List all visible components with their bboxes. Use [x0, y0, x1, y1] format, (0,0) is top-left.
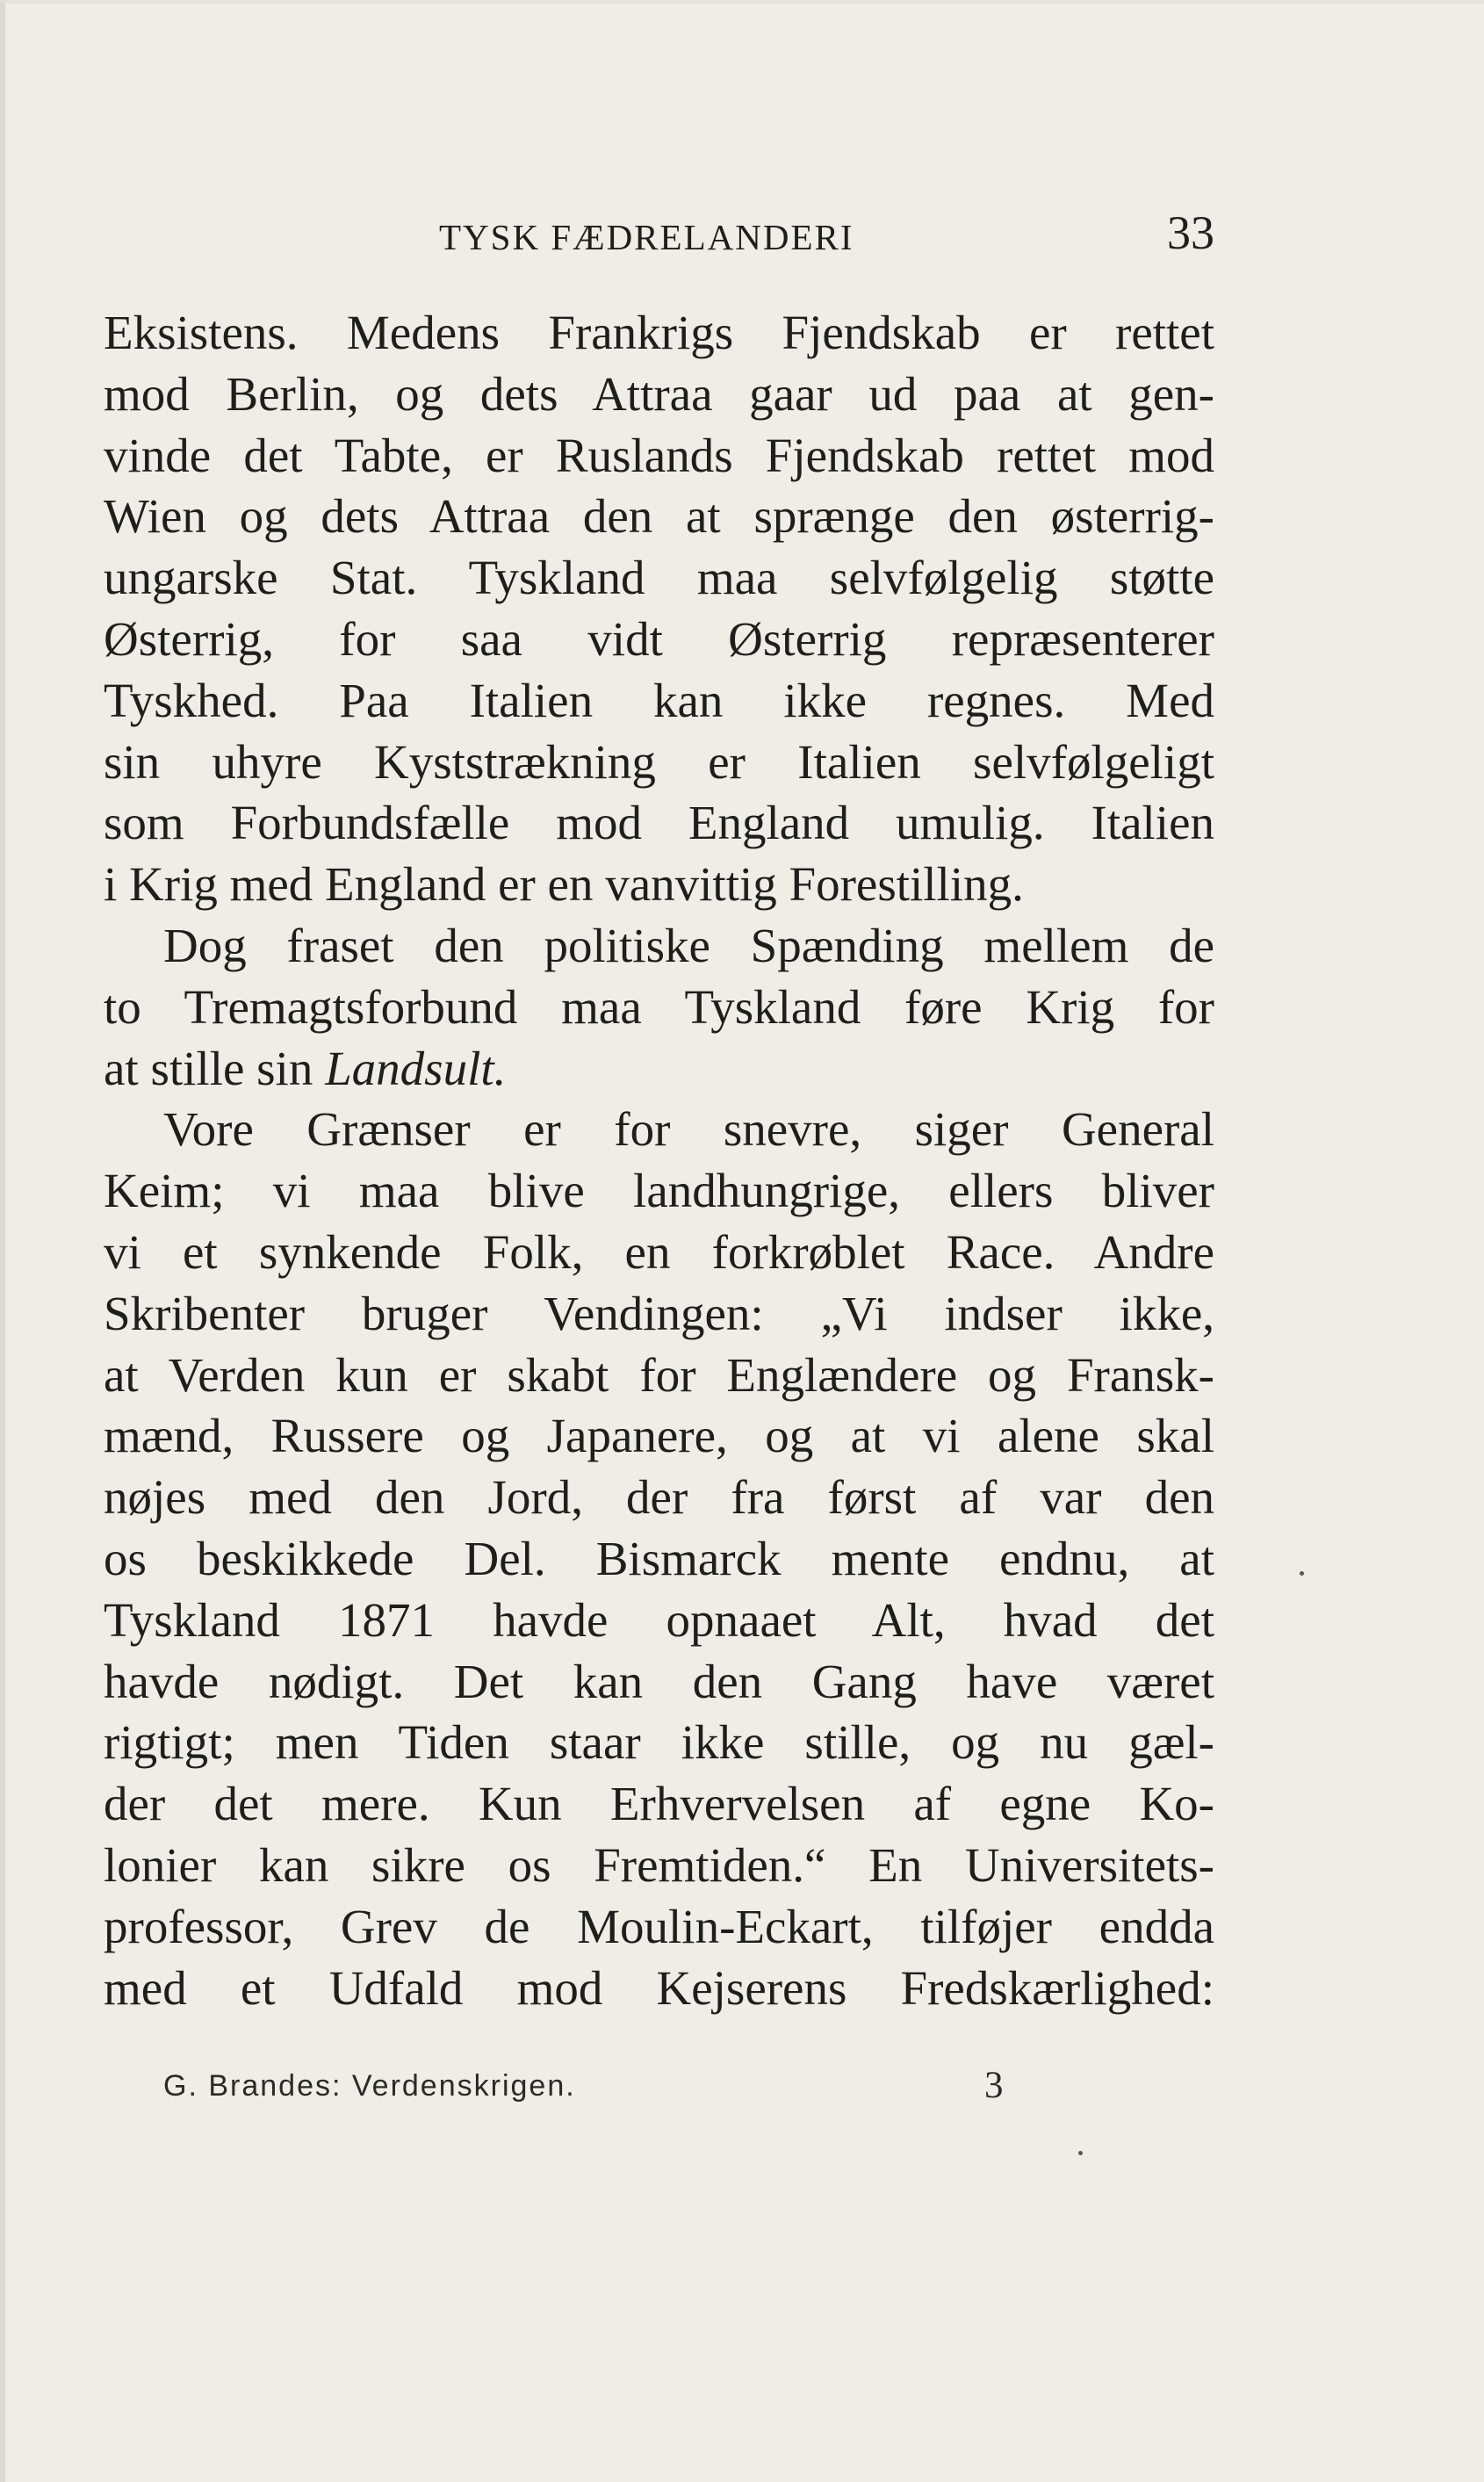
text-line: lonier kan sikre os Fremtiden.“ En Universitets- [104, 1837, 1214, 1892]
text-line: som Forbundsfælle mod England umulig. Italien [104, 796, 1214, 850]
text-line: Østerrig, for saa vidt Østerrig repræsenterer [104, 611, 1214, 666]
text-fragment: at stille sin [104, 1041, 313, 1095]
ink-speck [1300, 1571, 1304, 1576]
text-line: ungarske Stat. Tyskland maa selvfølgelig støtte [104, 551, 1214, 605]
text-line: i Krig med England er en vanvittig Forestilling. [104, 857, 1024, 912]
paragraph-2 [104, 915, 1214, 1099]
printer-signature: G. Brandes: Verdenskrigen. [163, 2069, 576, 2103]
paragraph-1 [104, 302, 1214, 915]
text-line: med et Udfald mod Kejserens Fredskærlighed: [104, 1960, 1214, 2015]
text-line: Vore Grænser er for snevre, siger General [163, 1102, 1214, 1157]
page-number: 33 [1167, 206, 1214, 259]
signature-mark: 3 [984, 2065, 1004, 2106]
body-text [104, 302, 1214, 2018]
text-line: Tyskhed. Paa Italien kan ikke regnes. Med [104, 673, 1214, 727]
text-line: vi et synkende Folk, en forkrøblet Race. Andre [104, 1224, 1214, 1279]
text-line: mænd, Russere og Japanere, og at vi alene skal [104, 1409, 1214, 1463]
text-line: Tyskland 1871 havde opnaaet Alt, hvad det [104, 1592, 1214, 1647]
running-title: TYSK FÆDRELANDERI [439, 217, 854, 257]
text-line: nøjes med den Jord, der fra først af var den [104, 1470, 1214, 1525]
text-line: vinde det Tabte, er Ruslands Fjendskab rettet mod [104, 428, 1214, 482]
text-line: Eksistens. Medens Frankrigs Fjendskab er rettet [104, 306, 1214, 359]
text-line: Dog fraset den politiske Spænding mellem de [163, 918, 1214, 972]
text-line: professor, Grev de Moulin-Eckart, tilføjer endda [104, 1899, 1214, 1953]
text-line: at Verden kun er skabt for Englændere og Fransk- [104, 1347, 1214, 1402]
text-line: Keim; vi maa blive landhungrige, ellers bliver [104, 1164, 1214, 1218]
text-line: mod Berlin, og dets Attraa gaar ud paa at gen- [104, 366, 1214, 421]
text-line: sin uhyre Kyststrækning er Italien selvfølgeligt [104, 734, 1214, 789]
paragraph-3 [104, 1099, 1214, 2018]
text-line: os beskikkede Del. Bismarck mente endnu, at [104, 1531, 1214, 1585]
text-line: der det mere. Kun Erhvervelsen af egne Ko- [104, 1777, 1214, 1831]
ink-speck [1078, 2151, 1083, 2155]
text-line: havde nødigt. Det kan den Gang have været [104, 1654, 1214, 1708]
emphasis-landsult: Landsult. [325, 1041, 507, 1095]
text-line: Skribenter bruger Vendingen: „Vi indser ikke, [104, 1286, 1214, 1340]
text-line-with-emphasis [104, 1038, 1214, 1100]
running-head [104, 206, 1214, 267]
text-line: rigtigt; men Tiden staar ikke stille, og nu gæl- [104, 1715, 1214, 1770]
text-line: to Tremagtsforbund maa Tyskland føre Krig for [104, 979, 1214, 1034]
footer-signature-line [163, 2064, 1033, 2108]
text-line: Wien og dets Attraa den at sprænge den østerrig- [104, 489, 1214, 544]
